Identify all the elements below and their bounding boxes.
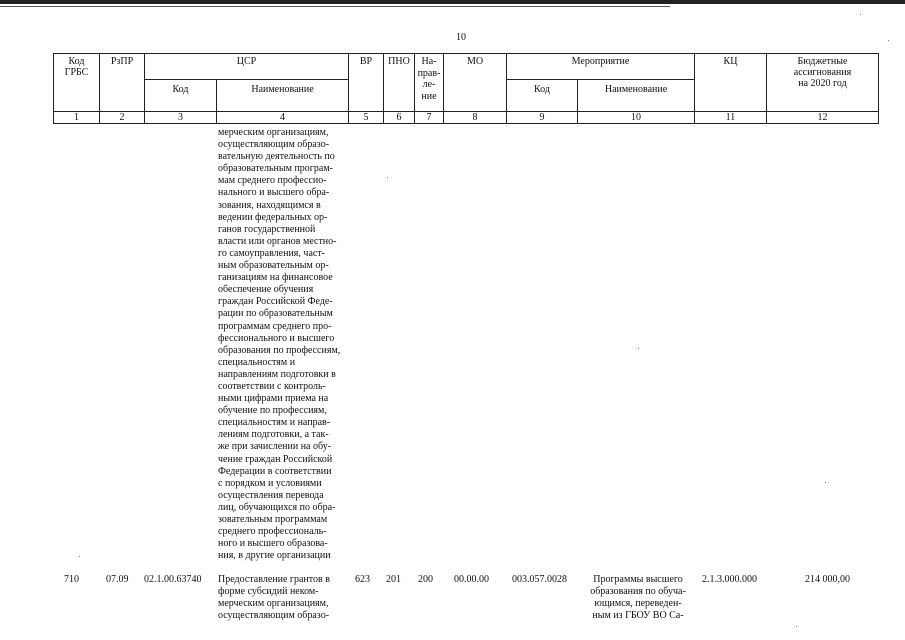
scan-speck — [860, 14, 861, 15]
col-number: 11 — [725, 112, 736, 123]
row-mer-name: Программы высшего образования по обуча- ющимся, переведен- ным из ГБОУ ВО Са- — [590, 574, 686, 621]
numbers-bottom-line — [53, 123, 879, 124]
row-napravlenie: 200 — [418, 574, 433, 585]
header-mer-name: Наименование — [604, 84, 668, 95]
header-vr: ВР — [359, 56, 373, 67]
row-mo: 00.00.00 — [454, 574, 489, 585]
header-mer-kod: Код — [534, 84, 550, 95]
scan-speck — [825, 482, 826, 483]
col-border — [878, 53, 879, 124]
header-pno: ПНО — [388, 56, 410, 67]
header-top-line — [53, 53, 879, 54]
header-csr-name: Наименование — [251, 84, 314, 95]
row-pno: 201 — [386, 574, 401, 585]
csr-sub-line — [144, 79, 348, 80]
top-border — [0, 0, 905, 4]
header-kod-grbs: Код ГРБС — [64, 56, 89, 78]
row-vr: 623 — [355, 574, 370, 585]
col-number: 2 — [119, 112, 125, 123]
mer-sub-line — [506, 79, 694, 80]
row-kc: 2.1.3.000.000 — [702, 574, 757, 585]
continued-description: мерческим организациям, осуществляющим образо- вательную деятельность по образовательным програм- мам среднего профессио- нального и высшего обра- зования, находящимся в ведении федеральных ор- ганов государственной власти или органов местно- го самоуправления, част- ным образовательным ор- ганизациям на финансовое обеспечение обучения граждан Российской Феде- рации по образовательным программам среднего про- фессионального и высшего образования по профессиям, специальностям и направлениям подготовки в соответствии с контроль- ными цифрами приема на обучение по профессиям, специальностям и направ- лениям подготовки, а так- же при зачислении на обу- чение граждан Российской Федерации в соответствии с порядком и условиями осуществления перевода лиц, обучающихся по обра- зовательным программам среднего профессиональ- ного и высшего образова- ния, в другие организации — [218, 127, 341, 562]
scan-speck — [638, 348, 639, 349]
col-number: 7 — [426, 112, 432, 123]
header-napravlenie: На- прав- ле- ние — [417, 56, 441, 102]
col-number: 9 — [539, 112, 545, 123]
row-csr-name: Предоставление грантов в форме субсидий неком- мерческим организациям, осуществляющим образо- — [218, 574, 330, 621]
top-rule — [0, 6, 670, 7]
col-number: 8 — [472, 112, 478, 123]
scan-speck — [796, 626, 797, 627]
page-number: 10 — [456, 32, 466, 43]
scan-speck — [387, 177, 388, 178]
col-number: 6 — [396, 112, 402, 123]
header-csr: ЦСР — [236, 56, 257, 67]
row-mer-kod: 003.057.0028 — [512, 574, 567, 585]
header-meropriyatie: Мероприятие — [571, 56, 630, 67]
col-number: 5 — [363, 112, 369, 123]
header-kc: КЦ — [723, 56, 738, 67]
scan-speck — [888, 40, 889, 41]
header-mo: МО — [466, 56, 484, 67]
header-rzpr: РзПР — [110, 56, 134, 67]
scan-speck — [79, 556, 80, 557]
header-csr-kod: Код — [172, 84, 189, 95]
row-rzpr: 07.09 — [106, 574, 129, 585]
header-budget: Бюджетные ассигнования на 2020 год — [793, 56, 852, 89]
col-number: 3 — [178, 112, 183, 123]
col-number: 10 — [631, 112, 641, 123]
col-number: 4 — [280, 112, 285, 123]
row-csr-kod: 02.1.00.63740 — [144, 574, 202, 585]
col-number: 1 — [74, 112, 79, 123]
col-number: 12 — [817, 112, 828, 123]
row-budget: 214 000,00 — [805, 574, 850, 585]
row-kod-grbs: 710 — [64, 574, 79, 585]
